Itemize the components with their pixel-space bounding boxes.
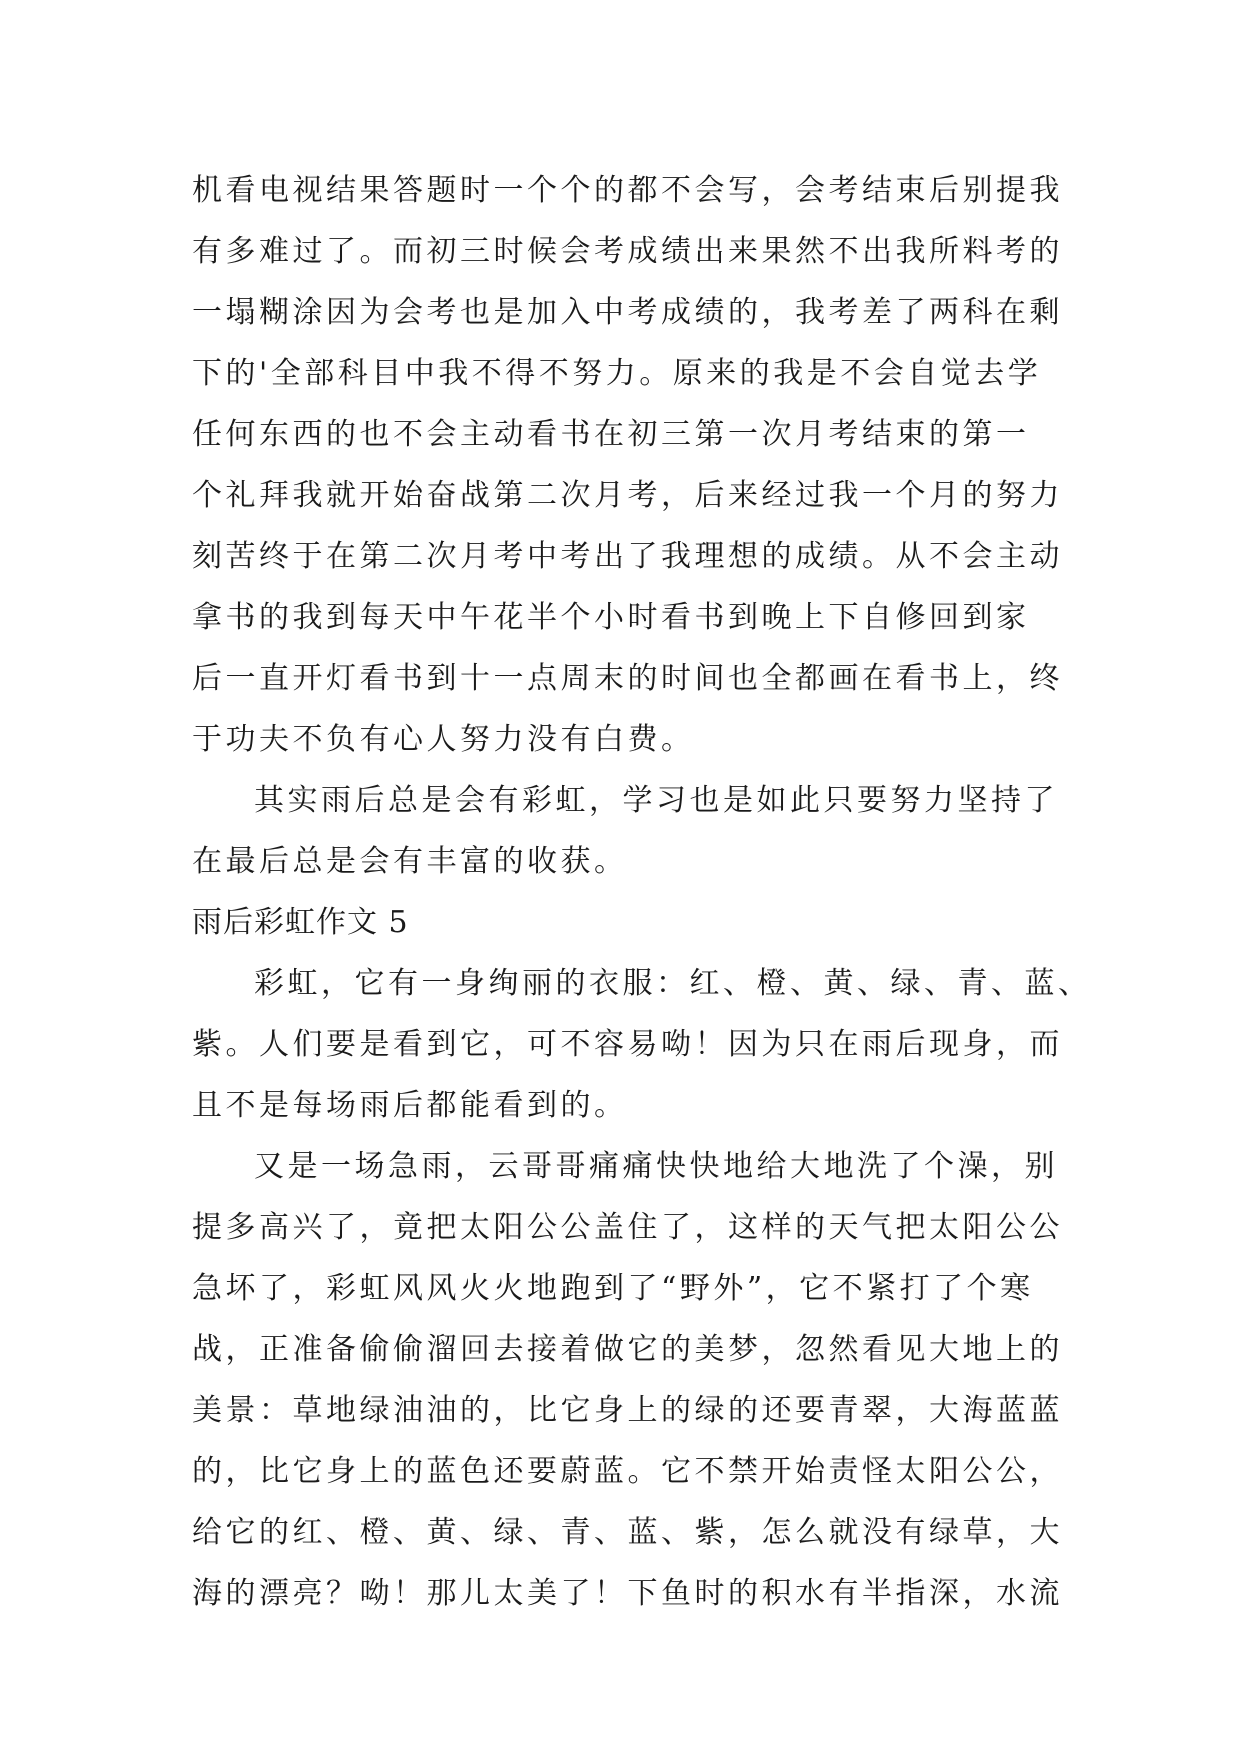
paragraph-first-line: 其实雨后总是会有彩虹，学习也是如此只要努力坚持了 (254, 783, 1058, 818)
text-line: 个礼拜我就开始奋战第二次月考，后来经过我一个月的努力 (192, 478, 1063, 513)
essay-body (192, 160, 1092, 1624)
paragraph-first-line: 彩虹，它有一身绚丽的衣服：红、橙、黄、绿、青、蓝、 (254, 966, 1092, 1001)
text-line: 刻苦终于在第二次月考中考出了我理想的成绩。从不会主动 (192, 539, 1063, 574)
text-line: 任何东西的也不会主动看书在初三第一次月考结束的第一 (192, 417, 1030, 452)
text-line: 机看电视结果答题时一个个的都不会写，会考结束后别提我 (192, 173, 1063, 208)
section-heading: 雨后彩虹作文 5 (192, 905, 409, 940)
text-line: 给它的红、橙、黄、绿、青、蓝、紫，怎么就没有绿草，大 (192, 1515, 1063, 1550)
text-line: 下的'全部科目中我不得不努力。原来的我是不会自觉去学 (192, 356, 1042, 391)
text-line: 于功夫不负有心人努力没有白费。 (192, 722, 695, 757)
text-line: 提多高兴了，竟把太阳公公盖住了，这样的天气把太阳公公 (192, 1210, 1063, 1245)
text-line: 战，正准备偷偷溜回去接着做它的美梦，忽然看见大地上的 (192, 1332, 1063, 1367)
text-line: 有多难过了。而初三时候会考成绩出来果然不出我所料考的 (192, 234, 1063, 269)
text-line: 的，比它身上的蓝色还要蔚蓝。它不禁开始责怪太阳公公， (192, 1454, 1063, 1489)
text-line: 且不是每场雨后都能看到的。 (192, 1088, 628, 1123)
text-line: 在最后总是会有丰富的收获。 (192, 844, 628, 879)
text-line: 紫。人们要是看到它，可不容易呦！因为只在雨后现身，而 (192, 1027, 1063, 1062)
paragraph-first-line: 又是一场急雨，云哥哥痛痛快快地给大地洗了个澡，别 (254, 1149, 1058, 1184)
text-line: 急坏了，彩虹风风火火地跑到了“野外”，它不紧打了个寒 (192, 1271, 1034, 1306)
text-line: 拿书的我到每天中午花半个小时看书到晚上下自修回到家 (192, 600, 1030, 635)
text-line: 海的漂亮？呦！那儿太美了！下鱼时的积水有半指深，水流 (192, 1576, 1063, 1611)
text-line: 美景：草地绿油油的，比它身上的绿的还要青翠，大海蓝蓝 (192, 1393, 1063, 1428)
text-line: 一塌糊涂因为会考也是加入中考成绩的，我考差了两科在剩 (192, 295, 1063, 330)
text-line: 后一直开灯看书到十一点周末的时间也全都画在看书上，终 (192, 661, 1063, 696)
